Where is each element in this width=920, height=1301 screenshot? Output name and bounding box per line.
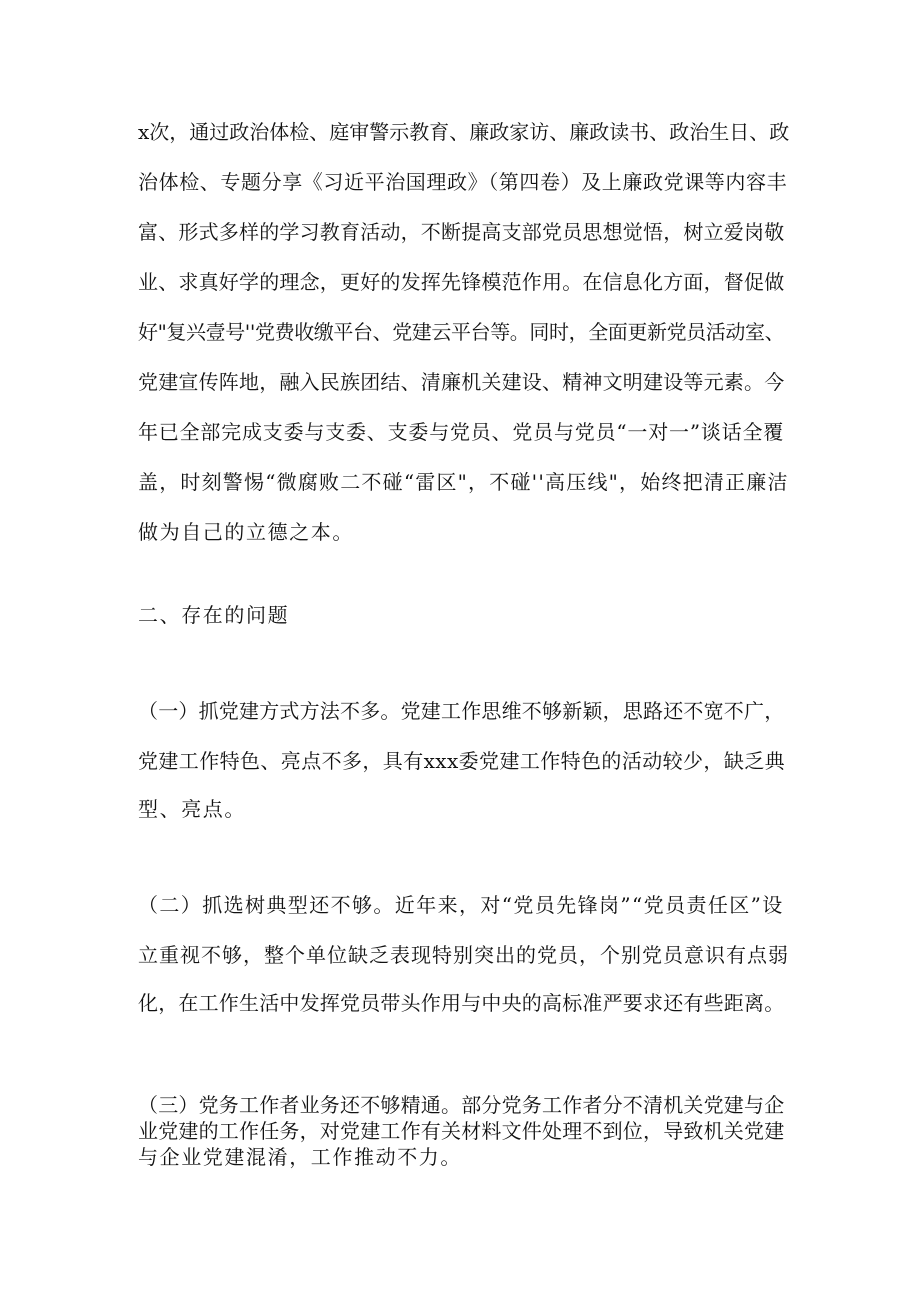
body-line: 业、求真好学的理念，更好的发挥先锋模范作用。在信息化方面，督促做 xyxy=(138,270,785,294)
body-line: 党建工作特色、亮点不多，具有xxx委党建工作特色的活动较少，缺乏典 xyxy=(138,749,786,773)
body-line: 做为自己的立德之本。 xyxy=(138,520,354,544)
body-line: 年已全部完成支委与支委、支委与党员、党员与党员“一对一”谈话全覆 xyxy=(138,420,785,444)
body-line: （二）抓选树典型还不够。近年来，对“党员先锋岗”“党员责任区”设 xyxy=(138,893,784,917)
body-line: 型、亮点。 xyxy=(138,797,246,821)
body-line: 与企业党建混淆，工作推动不力。 xyxy=(138,1145,462,1169)
body-line: 富、形式多样的学习教育活动，不断提高支部党员思想觉悟，树立爱岗敬 xyxy=(138,220,785,244)
body-line: 立重视不够，整个单位缺乏表现特别突出的党员，个别党员意识有点弱 xyxy=(138,943,789,967)
body-line: x次，通过政治体检、庭审警示教育、廉政家访、廉政读书、政治生日、政 xyxy=(138,120,790,144)
body-line: （一）抓党建方式方法不多。党建工作思维不够新颖，思路还不宽不广， xyxy=(138,699,785,723)
body-line: 业党建的工作任务，对党建工作有关材料文件处理不到位，导致机关党建 xyxy=(138,1119,785,1143)
body-line: （三）党务工作者业务还不够精通。部分党务工作者分不清机关党建与企 xyxy=(138,1093,785,1117)
body-line: 治体检、专题分享《习近平治国理政》（第四卷）及上廉政党课等内容丰 xyxy=(138,170,788,194)
body-line: 好"复兴壹号''党费收缴平台、党建云平台等。同时，全面更新党员活动室、 xyxy=(138,320,785,344)
body-line: 党建宣传阵地，融入民族团结、清廉机关建设、精神文明建设等元素。今 xyxy=(138,370,785,394)
body-line: 化，在工作生活中发挥党员带头作用与中央的高标准严要求还有些距离。 xyxy=(138,991,785,1015)
body-line: 盖，时刻警惕“微腐败二不碰“雷区"，不碰''高压线"，始终把清正廉洁 xyxy=(138,470,789,494)
section-heading: 二、存在的问题 xyxy=(138,603,290,627)
